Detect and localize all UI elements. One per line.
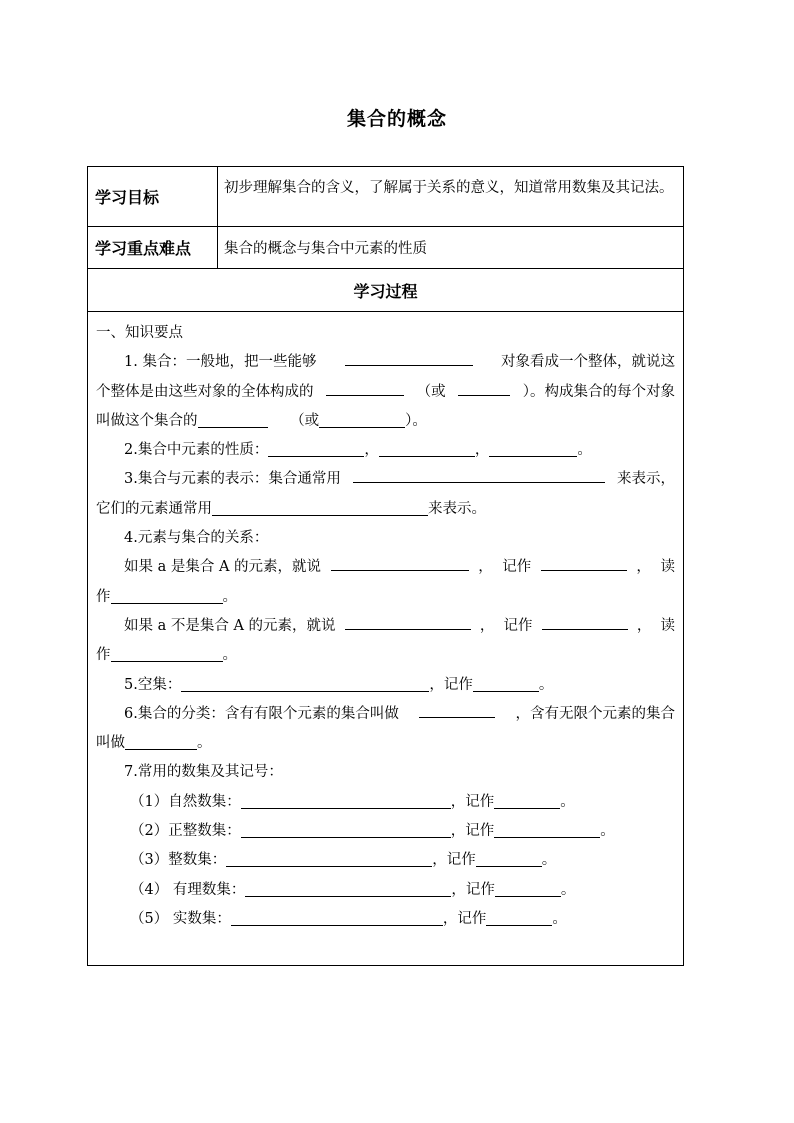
text: 个整体是由这些对象的全体构成的 (96, 383, 314, 400)
fill-blank[interactable] (241, 821, 451, 838)
text: ，记作 (432, 852, 476, 869)
fill-blank[interactable] (473, 675, 539, 692)
text: 记作 (502, 559, 532, 576)
text: （3）整数集： (130, 852, 227, 869)
item-4-notin-read (96, 641, 675, 670)
fill-blank[interactable] (268, 440, 364, 457)
fill-blank[interactable] (226, 850, 432, 867)
text: ， (474, 442, 490, 459)
text: ，记作 (450, 793, 495, 810)
text: 记作 (503, 617, 533, 634)
fill-blank[interactable] (212, 499, 428, 516)
fill-blank[interactable] (489, 440, 577, 457)
item-1-line-2 (96, 378, 675, 407)
fill-blank[interactable] (458, 379, 510, 396)
text: 6.集合的分类：含有有限个元素的集合叫做 (124, 705, 399, 722)
fill-blank[interactable] (111, 587, 223, 604)
number-set-natural (96, 788, 675, 817)
text: 3.集合与元素的表示：集合通常用 (124, 471, 341, 488)
fill-blank[interactable] (198, 411, 268, 428)
study-table (87, 166, 684, 966)
number-set-rational (96, 876, 675, 905)
item-4-notin-line (96, 612, 675, 641)
text: 。 (197, 735, 212, 752)
fill-blank[interactable] (181, 675, 429, 692)
fill-blank[interactable] (345, 613, 471, 630)
text: 读 (660, 559, 675, 576)
focus-label: 学习重点难点 (88, 227, 218, 268)
text: （5） 实数集： (130, 910, 231, 927)
text: ，记作 (429, 676, 473, 693)
item-3-line-2 (96, 495, 675, 524)
fill-blank[interactable] (326, 379, 404, 396)
text: ，记作 (450, 823, 495, 840)
fill-blank[interactable] (245, 880, 451, 897)
text: ， (478, 559, 493, 576)
item-4-title: 4.元素与集合的关系： (124, 530, 269, 547)
fill-blank[interactable] (379, 440, 475, 457)
focus-text: 集合的概念与集合中元素的性质 (224, 241, 427, 257)
text: 。 (222, 588, 237, 605)
number-set-real (96, 905, 675, 934)
text: 读 (660, 617, 675, 634)
page-title: 集合的概念 (346, 108, 447, 130)
text: 。 (222, 647, 237, 664)
item-1-line-1 (96, 348, 675, 377)
text: 如果 a 不是集合 A 的元素，就说 (124, 617, 336, 634)
text: 。 (600, 823, 615, 840)
text: 。 (560, 793, 575, 810)
text: ，记作 (442, 910, 487, 927)
text: 它们的元素通常用 (96, 500, 212, 517)
text: （或 (416, 383, 446, 400)
text: 来表示。 (428, 500, 486, 517)
number-set-integer (96, 846, 675, 875)
goal-row (88, 167, 683, 227)
text: 2.集合中元素的性质： (124, 442, 269, 459)
number-set-positive-integer (96, 817, 675, 846)
text: 1. 集合：一般地，把一些能够 (124, 354, 317, 371)
fill-blank[interactable] (486, 909, 552, 926)
item-4-in-line (96, 553, 675, 582)
text: ， (636, 617, 652, 634)
text: （4） 有理数集： (130, 881, 246, 898)
fill-blank[interactable] (494, 821, 600, 838)
text: （或 (290, 412, 320, 429)
text: ， (364, 442, 379, 459)
text: 。 (541, 852, 557, 869)
fill-blank[interactable] (241, 792, 451, 809)
fill-blank[interactable] (125, 733, 197, 750)
process-label: 学习过程 (353, 281, 418, 301)
item-7-title: 7.常用的数集及其记号： (124, 764, 283, 781)
text: 。 (577, 442, 592, 459)
text: （2）正整数集： (130, 823, 241, 840)
process-row (88, 269, 683, 312)
text: （1）自然数集： (130, 793, 241, 810)
focus-row (88, 227, 683, 269)
item-5 (96, 671, 675, 700)
text: 5.空集： (124, 676, 182, 693)
item-6-line-1 (96, 700, 675, 729)
text: ， (479, 617, 495, 634)
fill-blank[interactable] (319, 411, 405, 428)
text: ， (636, 559, 651, 576)
fill-blank[interactable] (111, 645, 223, 662)
fill-blank[interactable] (494, 792, 560, 809)
text: ，记作 (451, 881, 495, 898)
text: 叫做 (96, 735, 125, 752)
fill-blank[interactable] (353, 466, 605, 483)
text: 。 (560, 881, 576, 898)
goal-label: 学习目标 (88, 167, 218, 226)
fill-blank[interactable] (231, 909, 443, 926)
text: 如果 a 是集合 A 的元素，就说 (124, 559, 322, 576)
item-6-line-2 (96, 729, 675, 758)
fill-blank[interactable] (345, 349, 473, 366)
fill-blank[interactable] (419, 701, 495, 718)
text: ）。 (405, 412, 427, 429)
item-4-in-read (96, 583, 675, 612)
item-2 (96, 436, 675, 465)
section-heading: 一、知识要点 (96, 325, 183, 341)
text: 对象看成一个整体，就说这 (500, 354, 675, 371)
text: ）。构成集合的每个对象 (522, 383, 675, 400)
fill-blank[interactable] (542, 613, 628, 630)
knowledge-points (88, 313, 683, 934)
text: ，含有无限个元素的集合 (515, 705, 675, 722)
fill-blank[interactable] (476, 850, 542, 867)
item-3-line-1 (96, 465, 675, 494)
fill-blank[interactable] (495, 880, 561, 897)
goal-text: 初步理解集合的含义，了解属于关系的意义，知道常用数集及其记法。 (224, 180, 674, 196)
text: 。 (538, 676, 554, 693)
fill-blank[interactable] (331, 554, 469, 571)
text: 来表示， (617, 471, 675, 488)
text: 。 (552, 910, 567, 927)
text: 叫做这个集合的 (96, 412, 198, 429)
fill-blank[interactable] (541, 554, 627, 571)
text: 作 (96, 647, 111, 664)
item-1-line-3 (96, 407, 675, 436)
text: 作 (96, 588, 111, 605)
